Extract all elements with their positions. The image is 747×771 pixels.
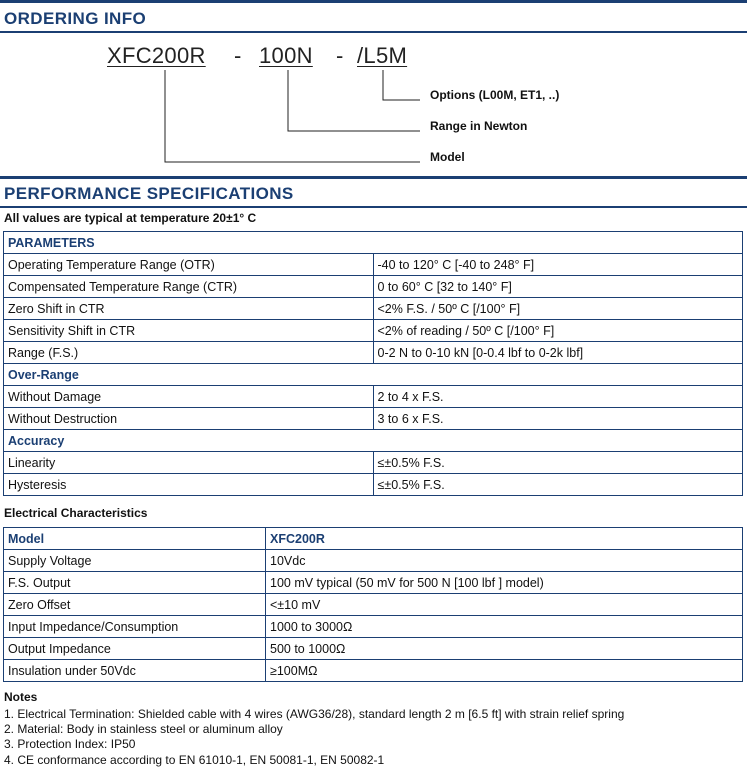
param-name: Without Destruction — [4, 408, 374, 430]
table-row — [4, 276, 743, 298]
note-item: 1. Electrical Termination: Shielded cable with 4 wires (AWG36/28), standard length 2 m [6.5 ft] with strain relief spring — [4, 707, 625, 721]
code-separator-1: - — [234, 43, 242, 68]
table-row — [4, 452, 743, 474]
param-value: 10Vdc — [266, 550, 743, 572]
performance-title: PERFORMANCE SPECIFICATIONS — [4, 184, 294, 203]
param-value: 2 to 4 x F.S. — [373, 386, 743, 408]
param-name: Zero Offset — [4, 594, 266, 616]
note-item: 2. Material: Body in stainless steel or aluminum alloy — [4, 722, 283, 737]
code-separator-2: - — [336, 43, 344, 68]
param-name: Linearity — [4, 452, 374, 474]
param-value: 0 to 60° C [32 to 140° F] — [373, 276, 743, 298]
param-name: Hysteresis — [4, 474, 374, 496]
param-name: Insulation under 50Vdc — [4, 660, 266, 682]
table-row — [4, 616, 743, 638]
param-value: 0-2 N to 0-10 kN [0-0.4 lbf to 0-2k lbf] — [373, 342, 743, 364]
table-header-row — [4, 528, 743, 550]
table-row — [4, 572, 743, 594]
table-row — [4, 638, 743, 660]
param-value: ≤±0.5% F.S. — [373, 474, 743, 496]
param-value: ≤±0.5% F.S. — [373, 452, 743, 474]
param-value: -40 to 120° C [-40 to 248° F] — [373, 254, 743, 276]
electrical-table — [3, 527, 743, 682]
model-callout-label: Model — [430, 150, 465, 164]
note-item: 4. CE conformance according to EN 61010-1, EN 50081-1, EN 50082-1 — [4, 752, 385, 767]
performance-bottom-rule — [0, 206, 747, 208]
notes-list — [4, 707, 624, 768]
param-value: <2% F.S. / 50º C [/100° F] — [373, 298, 743, 320]
param-value: 3 to 6 x F.S. — [373, 408, 743, 430]
param-name: F.S. Output — [4, 572, 266, 594]
param-value: <2% of reading / 50º C [/100° F] — [373, 320, 743, 342]
performance-table — [3, 231, 743, 496]
code-range: 100N — [259, 43, 313, 68]
options-callout-label: Options (L00M, ET1, ..) — [430, 88, 560, 102]
param-name: Operating Temperature Range (OTR) — [4, 254, 374, 276]
electrical-header-col1: Model — [4, 528, 266, 550]
accuracy-header: Accuracy — [4, 430, 743, 452]
table-row — [4, 342, 743, 364]
param-value: <±10 mV — [266, 594, 743, 616]
overrange-header: Over-Range — [4, 364, 743, 386]
param-value: 500 to 1000Ω — [266, 638, 743, 660]
electrical-title: Electrical Characteristics — [4, 506, 148, 520]
table-row — [4, 298, 743, 320]
param-name: Sensitivity Shift in CTR — [4, 320, 374, 342]
table-row — [4, 254, 743, 276]
table-group-header — [4, 232, 743, 254]
electrical-header-col2: XFC200R — [266, 528, 743, 550]
range-callout-label: Range in Newton — [430, 119, 528, 133]
param-name: Compensated Temperature Range (CTR) — [4, 276, 374, 298]
param-name: Output Impedance — [4, 638, 266, 660]
table-row — [4, 474, 743, 496]
param-name: Supply Voltage — [4, 550, 266, 572]
param-name: Input Impedance/Consumption — [4, 616, 266, 638]
note-item: 3. Protection Index: IP50 — [4, 737, 136, 752]
ordering-callout-lines — [0, 0, 747, 180]
table-row — [4, 320, 743, 342]
table-group-header — [4, 364, 743, 386]
table-row — [4, 550, 743, 572]
ordering-title: ORDERING INFO — [4, 9, 147, 28]
performance-subtitle: All values are typical at temperature 20±1° C — [4, 211, 257, 225]
param-value: 100 mV typical (50 mV for 500 N [100 lbf ] model) — [266, 572, 743, 594]
param-name: Without Damage — [4, 386, 374, 408]
performance-top-rule — [0, 176, 747, 179]
code-options: /L5M — [357, 43, 408, 68]
code-model: XFC200R — [107, 43, 206, 68]
notes-title: Notes — [4, 690, 38, 704]
parameters-header: PARAMETERS — [4, 232, 743, 254]
param-value: ≥100MΩ — [266, 660, 743, 682]
table-row — [4, 660, 743, 682]
param-name: Range (F.S.) — [4, 342, 374, 364]
table-row — [4, 594, 743, 616]
table-row — [4, 408, 743, 430]
param-value: 1000 to 3000Ω — [266, 616, 743, 638]
param-name: Zero Shift in CTR — [4, 298, 374, 320]
table-row — [4, 386, 743, 408]
table-group-header — [4, 430, 743, 452]
